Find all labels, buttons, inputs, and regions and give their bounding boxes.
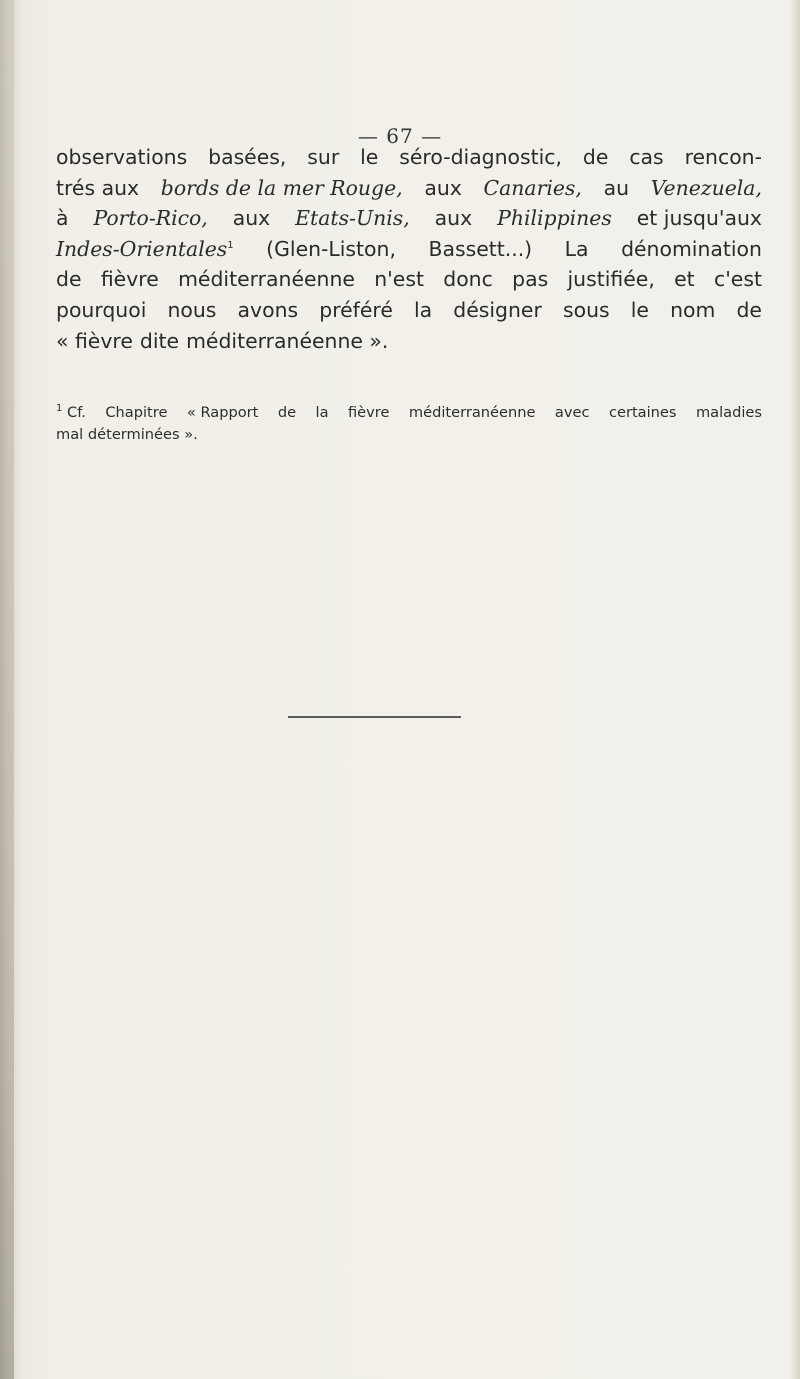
text-line-3 bbox=[56, 203, 762, 234]
word: « Rapport bbox=[186, 404, 259, 421]
word: avons bbox=[237, 297, 299, 322]
footnote-marker: 1 bbox=[227, 239, 234, 251]
word: nous bbox=[167, 297, 217, 322]
word: de bbox=[582, 145, 609, 169]
word: méditerranéenne bbox=[408, 404, 536, 421]
word: maladies bbox=[695, 404, 762, 421]
word: n'est bbox=[374, 267, 424, 292]
word: Bassett...) bbox=[428, 236, 533, 261]
word: dénomination bbox=[621, 236, 762, 261]
footnote-first-word bbox=[56, 402, 86, 424]
place-name-italic: Porto-Rico, bbox=[93, 206, 208, 231]
word: Chapitre bbox=[105, 404, 168, 421]
place-name-italic: bords de la mer Rouge, bbox=[160, 175, 403, 200]
text-line-4 bbox=[56, 234, 762, 265]
word: donc bbox=[443, 267, 493, 292]
word: observations bbox=[56, 145, 188, 169]
text-line-7 bbox=[56, 326, 762, 357]
footnote bbox=[56, 402, 762, 446]
word: la bbox=[414, 297, 433, 322]
text-line-6 bbox=[56, 295, 762, 326]
word: « fièvre bbox=[56, 328, 133, 353]
word: nom bbox=[670, 297, 716, 322]
word: trés aux bbox=[56, 175, 140, 200]
page-gutter-shadow bbox=[0, 0, 14, 1379]
place-name-italic: Etats-Unis, bbox=[295, 206, 410, 231]
word: de bbox=[56, 267, 82, 292]
word: sous bbox=[562, 297, 610, 322]
word: le bbox=[360, 145, 379, 169]
word: aux bbox=[434, 206, 473, 231]
footnote-number: 1 bbox=[56, 403, 63, 415]
word: rencon- bbox=[684, 145, 762, 169]
word: de bbox=[277, 404, 297, 421]
word: et bbox=[674, 267, 695, 292]
word: aux bbox=[232, 206, 271, 231]
word: pas bbox=[512, 267, 549, 292]
word: méditerranéenne ». bbox=[186, 328, 389, 353]
word: la bbox=[315, 404, 329, 421]
word: préféré bbox=[319, 297, 393, 322]
word: sur bbox=[307, 145, 340, 169]
word: La bbox=[564, 236, 589, 261]
place-name-italic: Venezuela, bbox=[650, 175, 762, 200]
word: certaines bbox=[608, 404, 677, 421]
footnote-text: mal déterminées ». bbox=[56, 426, 198, 443]
body-paragraph bbox=[56, 142, 762, 356]
word: aux bbox=[424, 175, 462, 200]
word: désigner bbox=[453, 297, 542, 322]
word: à bbox=[56, 206, 69, 231]
word: séro-diagnostic, bbox=[399, 145, 563, 169]
word: c'est bbox=[713, 267, 762, 292]
place-name-group bbox=[56, 234, 234, 265]
word: méditerranéenne bbox=[178, 267, 355, 292]
word: basées, bbox=[208, 145, 287, 169]
text-line-2 bbox=[56, 173, 762, 204]
word: fièvre bbox=[100, 267, 159, 292]
word: Cf. bbox=[67, 404, 86, 421]
word: cas bbox=[629, 145, 664, 169]
word: dite bbox=[139, 328, 180, 353]
horizontal-rule bbox=[288, 716, 461, 718]
word: le bbox=[630, 297, 649, 322]
word: justifiée, bbox=[567, 267, 655, 292]
word: pourquoi bbox=[56, 297, 147, 322]
word: de bbox=[736, 297, 762, 322]
place-name-italic: Canaries, bbox=[483, 175, 582, 200]
text-line-1 bbox=[56, 142, 762, 173]
word: avec bbox=[554, 404, 590, 421]
text-line-5 bbox=[56, 264, 762, 295]
word: au bbox=[603, 175, 629, 200]
page-right-edge bbox=[790, 0, 800, 1379]
place-name-italic: Indes-Orientales bbox=[56, 236, 228, 261]
place-name-italic: Philippines bbox=[497, 206, 612, 231]
page-number: — 67 — bbox=[357, 124, 443, 148]
word: (Glen-Liston, bbox=[266, 236, 396, 261]
footnote-line-1 bbox=[56, 402, 762, 424]
word: fièvre bbox=[347, 404, 390, 421]
footnote-line-2 bbox=[56, 424, 762, 446]
word: et jusqu'aux bbox=[636, 206, 762, 231]
